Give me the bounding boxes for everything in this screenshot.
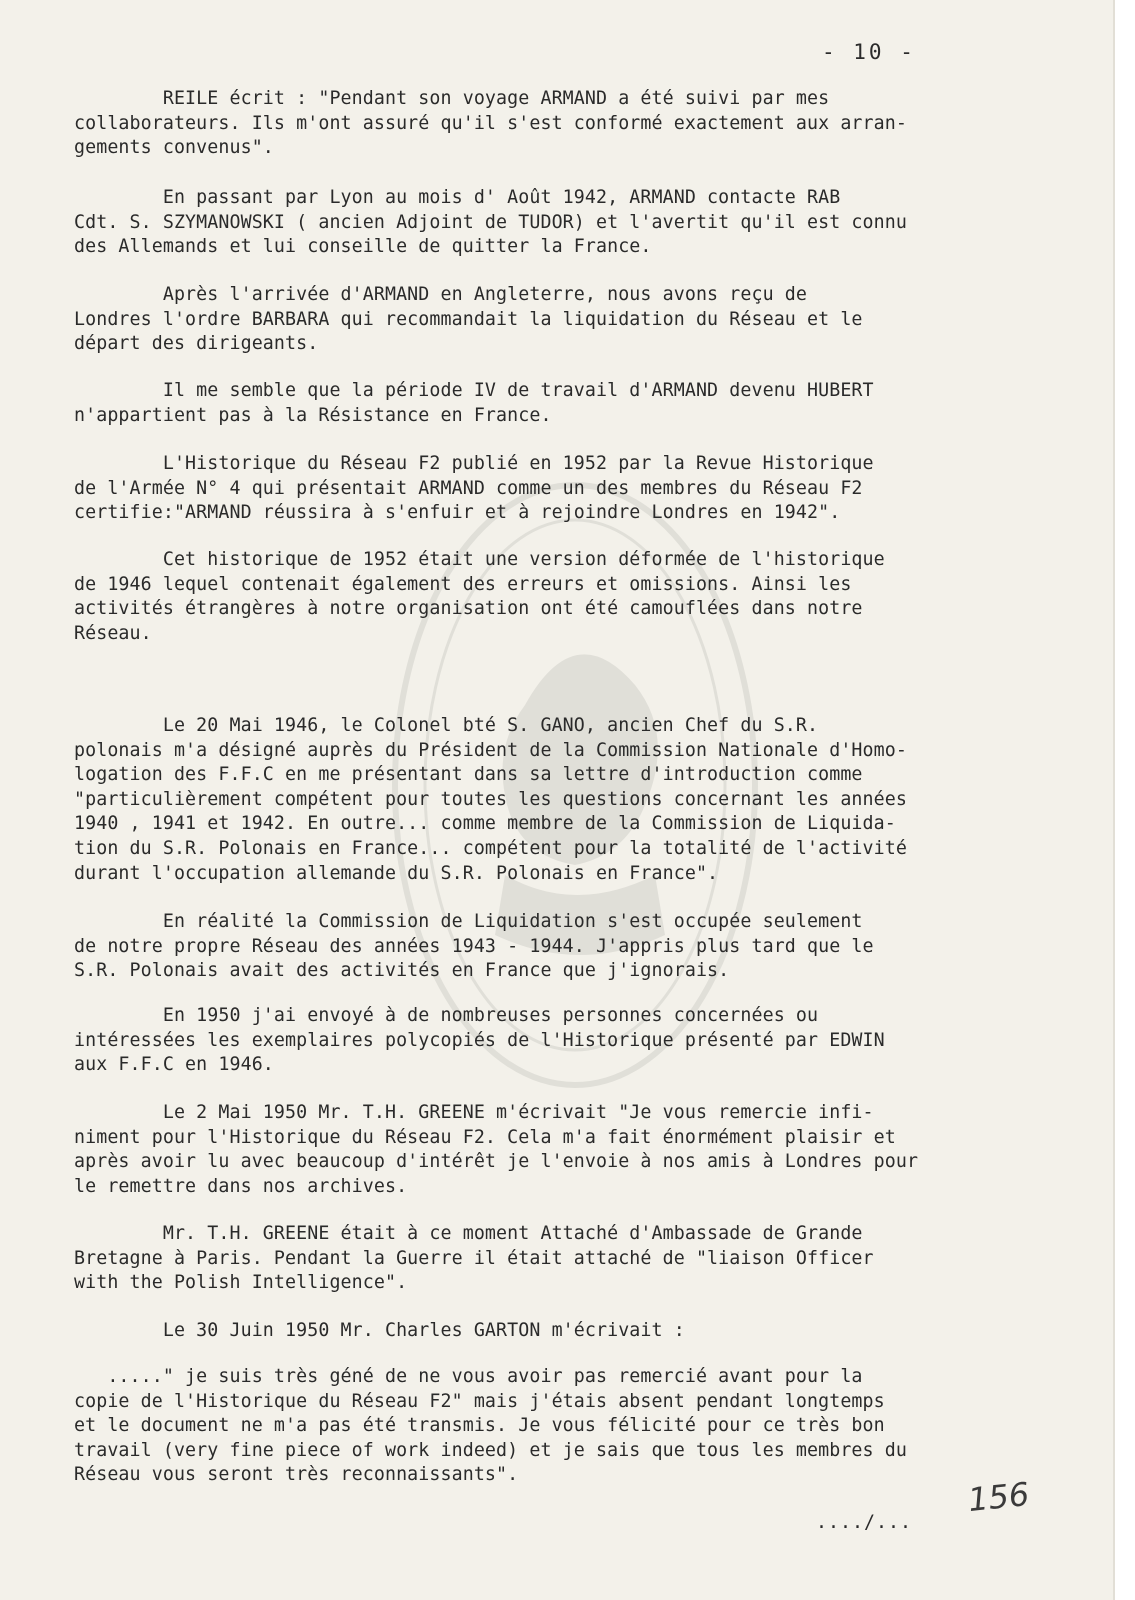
scan-margin [1115,0,1135,1600]
paragraph-commission-liquidation: En réalité la Commission de Liquidation s'est occupée seulement de notre propre Réseau des années 1943 - 1944. J'appris plus tard que le S.R. Polonais avait des activités en France que j'ignorais. [74,911,874,982]
continuation-mark: ..../... [816,1512,913,1533]
paragraph-barbara-order: Après l'arrivée d'ARMAND en Angleterre, nous avons reçu de Londres l'ordre BARBARA qui recommandait la liquidation du Réseau et le départ des dirigeants. [74,284,863,355]
paragraph-garton-quote: ....." je suis très géné de ne vous avoir pas remercié avant pour la copie de l'Historique du Réseau F2" mais j'étais absent pendant longtemps et le document ne m'a pas été transmis. Je vous félicité pour ce très bon travail (very fine piece of work indeed) et je sais que tous les membres du Réseau vous seront très reconnaissants". [74,1366,907,1486]
handwritten-folio-number: 156 [966,1474,1031,1520]
paragraph-historique-1952: L'Historique du Réseau F2 publié en 1952 par la Revue Historique de l'Armée N° 4 qui présentait ARMAND comme un des membres du Réseau F2 certifie:"ARMAND réussira à s'enfuir et à rejoindre Londres en 1942". [74,453,874,524]
paragraph-reile-quote: REILE écrit : "Pendant son voyage ARMAND a été suivi par mes collaborateurs. Ils m'ont assuré qu'il s'est conformé exactement aux arran- gements convenus". [74,88,907,159]
paragraph-copies-1950: En 1950 j'ai envoyé à de nombreuses personnes concernées ou intéressées les exemplaires polycopiés de l'Historique présenté par EDWIN aux F.F.C en 1946. [74,1005,885,1076]
paragraph-colonel-gano: Le 20 Mai 1946, le Colonel bté S. GANO, ancien Chef du S.R. polonais m'a désigné auprès du Président de la Commission Nationale d'Homo- logation des F.F.C en me présentant dans sa lettre d'introduction comme "particulièrement compétent pour toutes les questions concernant les années 1940 , 1941 et 1942. En outre... comme membre de la Commission de Liquida- tion du S.R. Polonais en France... compétent pour la totalité de l'activité durant l'occupation allemande du S.R. Polonais en France". [74,715,907,884]
paragraph-greene-letter: Le 2 Mai 1950 Mr. T.H. GREENE m'écrivait "Je vous remercie infi- niment pour l'Historique du Réseau F2. Cela m'a fait énormément plaisir et après avoir lu avec beaucoup d'intérêt je l'envoie à nos amis à Londres pour le remettre dans nos archives. [74,1102,919,1197]
paragraph-greene-attache: Mr. T.H. GREENE était à ce moment Attaché d'Ambassade de Grande Bretagne à Paris. Pendant la Guerre il était attaché de "liaison Officer with the Polish Intelligence". [74,1223,874,1294]
paragraph-lyon-august-1942: En passant par Lyon au mois d' Août 1942, ARMAND contacte RAB Cdt. S. SZYMANOWSKI ( ancien Adjoint de TUDOR) et l'avertit qu'il est connu des Allemands et lui conseille de quitter la France. [74,187,907,258]
paragraph-garton-intro: Le 30 Juin 1950 Mr. Charles GARTON m'écrivait : [74,1320,685,1341]
paragraph-period-iv: Il me semble que la période IV de travail d'ARMAND devenu HUBERT n'appartient pas à la Résistance en France. [74,380,874,426]
paragraph-historique-deformed: Cet historique de 1952 était une version déformée de l'historique de 1946 lequel contenait également des erreurs et omissions. Ainsi les activités étrangères à notre organisation ont été camouflées dans notre Réseau. [74,549,885,644]
page-number: - 10 - [822,40,916,64]
